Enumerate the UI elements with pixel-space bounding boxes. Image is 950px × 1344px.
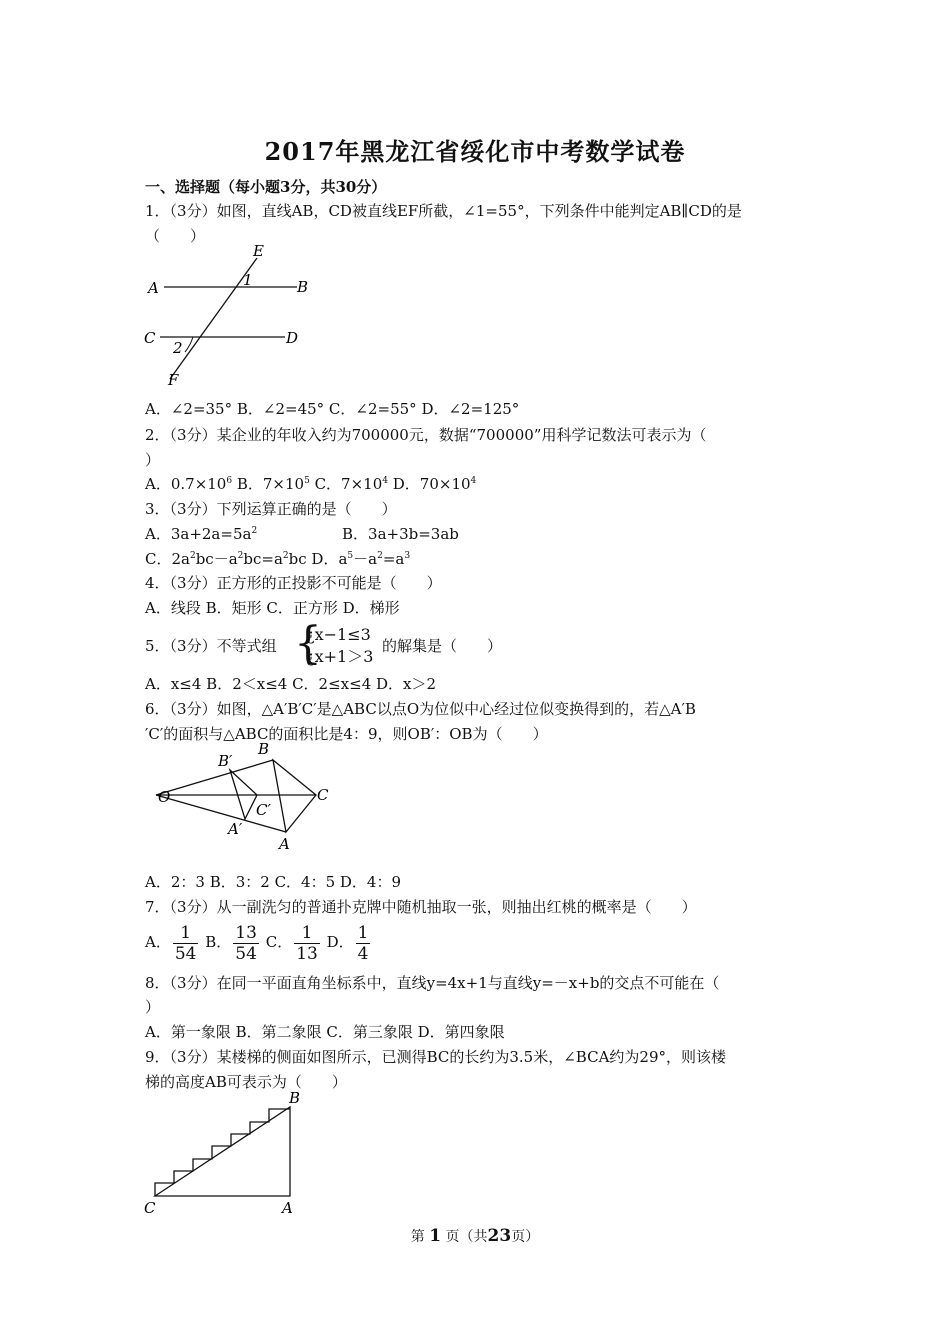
q8-stem-line2: ） xyxy=(145,998,161,1016)
q3-option-a: A．$3a+2a=5a^2$ xyxy=(145,525,258,543)
label-d: D xyxy=(286,329,299,347)
q7-options: A． $\frac{1}{54}$ B． $\frac{13}{54}$ C． $\frac{1}{13}$ D． $\frac{1}{4}$ xyxy=(145,922,369,964)
triangle-stairs xyxy=(155,1107,290,1196)
q9-stem-line1: 9．（3分）某楼梯的侧面如图所示，已测得BC的长约为3.5米，∠BCA约为29°，则该楼 xyxy=(145,1048,726,1066)
section-heading: 一、选择题（每小题3分，共30分） xyxy=(145,178,387,196)
q5-stem-post: 的解集是（ ） xyxy=(382,637,503,655)
q7-frac-d: $\frac{1}{4}$ xyxy=(357,922,369,964)
q1-stem-line1: 1．（3分）如图，直线AB，CD被直线EF所截，∠1=55°，下列条件中能判定AB∥CD的是 xyxy=(145,202,742,220)
q3-options-cd: C．$2a^2bc-a^2bc=a^2bc$ D．$a^5-a^2=a^3$ xyxy=(145,550,411,568)
q4-stem: 4．（3分）正方形的正投影不可能是（ ） xyxy=(145,574,442,592)
q8-stem-line1: 8．（3分）在同一平面直角坐标系中，直线y=4x+1与直线y=－x+b的交点不可能在（ xyxy=(145,974,720,992)
q2-stem-line1: 2．（3分）某企业的年收入约为700000元，数据“700000”用科学记数法可表示为（ xyxy=(145,426,707,444)
q5-options: A．x≤4 B．2＜x≤4 C．2≤x≤4 D．x＞2 xyxy=(145,675,437,693)
label-c-prime: C′ xyxy=(256,801,271,819)
triangle-abc xyxy=(273,760,316,832)
q5-system-line1: ¿x−1≤3 xyxy=(306,625,371,644)
q6-stem-line1: 6．（3分）如图，△A′B′C′是△ABC以点O为位似中心经过位似变换得到的，若△A′B xyxy=(145,700,696,718)
q1-stem-line2: （ ） xyxy=(145,227,206,245)
q7-frac-c: $\frac{1}{13}$ xyxy=(296,922,318,964)
q7-stem: 7．（3分）从一副洗匀的普通扑克牌中随机抽取一张，则抽出红桃的概率是（ ） xyxy=(145,898,697,916)
q6-options: A．2：3 B．3：2 C．4：5 D．4：9 xyxy=(145,873,402,891)
label-a: A xyxy=(148,279,159,297)
label-b: B xyxy=(297,278,309,296)
label-f: F xyxy=(168,371,179,389)
q2-options: A．$0.7\times 10^6$ B．$7\times 10^5$ C．$7\times 10^4$ D．$70\times 10^4$ xyxy=(145,475,477,493)
q1-figure xyxy=(140,240,330,390)
q7-frac-b: $\frac{13}{54}$ xyxy=(235,922,257,964)
q3-stem: 3．（3分）下列运算正确的是（ ） xyxy=(145,500,397,518)
q6-figure xyxy=(140,738,340,856)
q8-options: A．第一象限 B．第二象限 C．第三象限 D．第四象限 xyxy=(145,1023,505,1041)
q3-option-b: B．3a+3b=3ab xyxy=(342,525,459,543)
q7-frac-a: $\frac{1}{54}$ xyxy=(174,922,197,964)
label-b: B xyxy=(289,1089,301,1107)
label-c: C xyxy=(317,786,329,804)
label-b: B xyxy=(258,740,270,758)
label-angle1: 1 xyxy=(243,271,253,289)
page-footer: 第 1 页（共23页） xyxy=(410,1226,540,1246)
q4-options: A．线段 B．矩形 C．正方形 D．梯形 xyxy=(145,599,400,617)
q9-figure xyxy=(140,1085,315,1217)
label-angle2: 2 xyxy=(173,339,183,357)
q2-stem-line2: ） xyxy=(145,451,161,469)
label-c: C xyxy=(144,1199,156,1217)
label-c: C xyxy=(144,329,156,347)
q5-brace: { xyxy=(294,618,322,669)
q5-stem-pre: 5．（3分）不等式组 xyxy=(145,637,277,655)
label-a: A xyxy=(279,835,290,853)
q9-stem-line2: 梯的高度AB可表示为（ ） xyxy=(145,1073,347,1091)
label-o: O xyxy=(158,788,171,806)
line-ob xyxy=(156,760,273,795)
q6-stem-line2: ′C′的面积与△ABC的面积比是4：9，则OB′：OB为（ ） xyxy=(145,725,548,743)
label-a-prime: A′ xyxy=(228,820,243,838)
label-b-prime: B′ xyxy=(218,752,233,770)
q1-options: A．∠2=35° B．∠2=45° C．∠2=55° D．∠2=125° xyxy=(145,400,520,418)
page-title: 2017年黑龙江省绥化市中考数学试卷 xyxy=(264,137,686,166)
q5-system-line2: ¿x+1＞3 xyxy=(306,647,374,666)
label-e: E xyxy=(253,242,264,260)
label-a: A xyxy=(282,1199,293,1217)
